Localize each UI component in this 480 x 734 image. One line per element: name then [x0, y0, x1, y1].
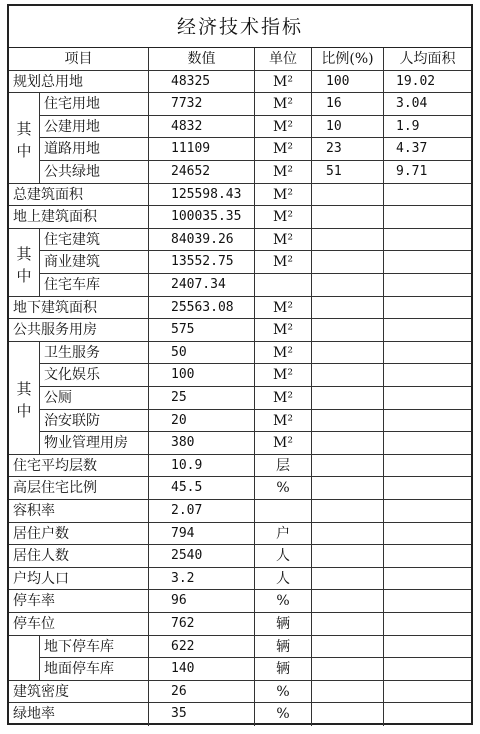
table-row: [9, 229, 471, 252]
row-item: 绿地率: [9, 703, 149, 726]
row-per-capita: [384, 568, 471, 590]
group-label-cell: [9, 93, 39, 182]
table-row: [9, 658, 471, 681]
row-item: 地上建筑面积: [9, 206, 149, 228]
row-ratio: 51: [312, 161, 384, 183]
row-ratio: [312, 545, 384, 567]
table-row: [9, 364, 471, 387]
table-title: 经济技术指标: [9, 6, 471, 48]
row-per-capita: [384, 229, 471, 251]
row-unit: 层: [255, 455, 312, 477]
row-value: 50: [149, 342, 255, 364]
table-row: [9, 161, 471, 184]
row-unit: M²: [255, 93, 312, 115]
row-value: 84039.26: [149, 229, 255, 251]
row-per-capita: 3.04: [396, 96, 428, 112]
row-unit: %: [255, 703, 312, 726]
row-per-capita: [384, 274, 471, 296]
row-value: 125598.43: [149, 184, 255, 206]
indicator-table: [7, 4, 473, 725]
row-value: 100: [149, 364, 255, 386]
row-item: 停车率: [9, 590, 149, 612]
row-unit: [255, 500, 312, 522]
group-label-bottom: 中: [16, 142, 32, 161]
row-per-capita: [384, 681, 471, 703]
row-unit: 辆: [255, 613, 312, 635]
row-ratio: [312, 364, 384, 386]
row-item: 停车位: [9, 613, 149, 635]
row-value: 762: [149, 613, 255, 635]
table-row: [9, 319, 471, 342]
table-row: [9, 274, 471, 297]
row-ratio: [312, 658, 384, 680]
row-unit: M²: [255, 251, 312, 273]
row-per-capita: [384, 500, 471, 522]
row-per-capita: [384, 703, 471, 726]
row-unit: 辆: [255, 658, 312, 680]
row-per-capita: 19.02: [396, 73, 436, 89]
group-label-cell: [9, 229, 39, 296]
row-ratio: 10: [312, 116, 384, 138]
row-value: 4832: [149, 116, 255, 138]
table-row: [9, 342, 471, 365]
row-item: 规划总用地: [9, 71, 149, 93]
row-ratio: [312, 297, 384, 319]
row-ratio: [312, 251, 384, 273]
row-unit: 户: [255, 523, 312, 545]
row-value: 20: [149, 410, 255, 432]
row-per-capita: [384, 387, 471, 409]
row-unit: M²: [255, 297, 312, 319]
row-item: 住宅平均层数: [9, 455, 149, 477]
row-item: 总建筑面积: [9, 184, 149, 206]
row-per-capita: [384, 523, 471, 545]
table-row: [9, 568, 471, 591]
row-item: 物业管理用房: [39, 432, 149, 454]
row-value: 45.5: [149, 477, 255, 499]
row-value: 2.07: [149, 500, 255, 522]
row-unit: M²: [255, 206, 312, 228]
row-per-capita: [384, 658, 471, 680]
row-per-capita: [384, 545, 471, 567]
table-row: [9, 703, 471, 726]
row-per-capita: [384, 364, 471, 386]
row-per-capita: [384, 590, 471, 612]
row-unit: [255, 274, 312, 296]
row-value: 26: [149, 681, 255, 703]
row-value: 13552.75: [149, 251, 255, 273]
row-per-capita: [384, 477, 471, 499]
row-item: 居住户数: [9, 523, 149, 545]
group-label-cell: [9, 636, 39, 680]
table-row: [9, 545, 471, 568]
table-row: [9, 613, 471, 636]
table-row: [9, 636, 471, 659]
table-row: [9, 116, 471, 139]
row-ratio: [312, 681, 384, 703]
table-row: [9, 297, 471, 320]
row-unit: %: [255, 681, 312, 703]
header-per-capita: 人均面积: [399, 51, 456, 67]
row-value: 24652: [149, 161, 255, 183]
row-item: 卫生服务: [39, 342, 149, 364]
row-ratio: [312, 274, 384, 296]
table-row: [9, 681, 471, 704]
row-per-capita: [384, 184, 471, 206]
row-unit: M²: [255, 161, 312, 183]
row-value: 3.2: [149, 568, 255, 590]
row-ratio: [312, 636, 384, 658]
row-item: 文化娱乐: [39, 364, 149, 386]
row-unit: M²: [255, 387, 312, 409]
row-ratio: [312, 568, 384, 590]
row-per-capita: [384, 297, 471, 319]
row-item: 治安联防: [39, 410, 149, 432]
row-item: 地下建筑面积: [9, 297, 149, 319]
row-ratio: [312, 387, 384, 409]
row-unit: M²: [255, 319, 312, 341]
row-per-capita: [384, 206, 471, 228]
row-value: 10.9: [149, 455, 255, 477]
row-value: 11109: [149, 138, 255, 160]
row-value: 48325: [149, 71, 255, 93]
row-ratio: [312, 229, 384, 251]
row-item: 住宅用地: [39, 93, 149, 115]
header-row: [9, 48, 471, 71]
header-value: 数值: [149, 48, 255, 70]
header-item: 项目: [9, 48, 149, 70]
row-item: 建筑密度: [9, 681, 149, 703]
row-unit: 人: [255, 545, 312, 567]
table-row: [9, 93, 471, 116]
row-value: 2540: [149, 545, 255, 567]
table-row: [9, 455, 471, 478]
row-unit: M²: [255, 364, 312, 386]
table-row: [9, 71, 471, 94]
row-ratio: [312, 319, 384, 341]
row-ratio: [312, 432, 384, 454]
row-unit: M²: [255, 410, 312, 432]
row-unit: 辆: [255, 636, 312, 658]
row-item: 道路用地: [39, 138, 149, 160]
row-item: 居住人数: [9, 545, 149, 567]
row-value: 575: [149, 319, 255, 341]
row-value: 25: [149, 387, 255, 409]
row-item: 户均人口: [9, 568, 149, 590]
row-value: 35: [149, 703, 255, 726]
row-ratio: [312, 206, 384, 228]
row-item: 公厕: [39, 387, 149, 409]
row-value: 380: [149, 432, 255, 454]
row-value: 794: [149, 523, 255, 545]
row-ratio: [312, 523, 384, 545]
row-value: 622: [149, 636, 255, 658]
row-ratio: 16: [312, 93, 384, 115]
row-unit: 人: [255, 568, 312, 590]
row-item: 公建用地: [39, 116, 149, 138]
row-unit: M²: [255, 342, 312, 364]
row-per-capita: 4.37: [396, 141, 428, 157]
table-row: [9, 138, 471, 161]
row-per-capita: [384, 432, 471, 454]
row-item: 商业建筑: [39, 251, 149, 273]
table-row: [9, 500, 471, 523]
row-item: 公共服务用房: [9, 319, 149, 341]
row-unit: M²: [255, 138, 312, 160]
table-row: [9, 410, 471, 433]
row-per-capita: 1.9: [396, 118, 420, 134]
row-item: 地面停车库: [39, 658, 149, 680]
header-unit: 单位: [255, 48, 312, 70]
row-unit: M²: [255, 184, 312, 206]
row-per-capita: 9.71: [396, 164, 428, 179]
row-per-capita: [384, 410, 471, 432]
row-item: 容积率: [9, 500, 149, 522]
group-label-bottom: 中: [16, 266, 32, 285]
row-item: 地下停车库: [39, 636, 149, 658]
row-value: 2407.34: [149, 274, 255, 296]
row-item: 公共绿地: [39, 161, 149, 183]
row-unit: M²: [255, 229, 312, 251]
table-row: [9, 523, 471, 546]
row-ratio: [312, 410, 384, 432]
row-per-capita: [384, 251, 471, 273]
row-item: 住宅建筑: [39, 229, 149, 251]
row-ratio: [312, 342, 384, 364]
row-ratio: [312, 613, 384, 635]
row-ratio: [312, 477, 384, 499]
row-unit: M²: [255, 116, 312, 138]
row-per-capita: [384, 342, 471, 364]
row-value: 96: [149, 590, 255, 612]
row-per-capita: [384, 319, 471, 341]
row-per-capita: [384, 636, 471, 658]
group-label-top: 其: [16, 244, 32, 263]
table-row: [9, 387, 471, 410]
table-row: [9, 477, 471, 500]
group-label-top: 其: [16, 120, 32, 139]
table-row: [9, 184, 471, 207]
row-ratio: [312, 703, 384, 726]
group-label-cell: [9, 342, 39, 454]
row-ratio: 23: [312, 138, 384, 160]
row-unit: M²: [255, 71, 312, 93]
row-unit: %: [255, 590, 312, 612]
row-ratio: [312, 500, 384, 522]
header-ratio: 比例(%): [312, 48, 384, 70]
table-row: [9, 206, 471, 229]
table-row: [9, 590, 471, 613]
row-item: 住宅车库: [39, 274, 149, 296]
row-per-capita: [384, 455, 471, 477]
table-row: [9, 251, 471, 274]
row-ratio: 100: [312, 71, 384, 93]
group-label-bottom: 中: [16, 402, 32, 421]
table-row: [9, 432, 471, 455]
row-value: 100035.35: [149, 206, 255, 228]
row-ratio: [312, 590, 384, 612]
row-ratio: [312, 184, 384, 206]
row-value: 140: [149, 658, 255, 680]
row-per-capita: [384, 613, 471, 635]
row-value: 7732: [149, 93, 255, 115]
row-value: 25563.08: [149, 297, 255, 319]
row-item: 高层住宅比例: [9, 477, 149, 499]
row-ratio: [312, 455, 384, 477]
group-label-top: 其: [16, 380, 32, 399]
row-unit: M²: [255, 432, 312, 454]
row-unit: %: [255, 477, 312, 499]
